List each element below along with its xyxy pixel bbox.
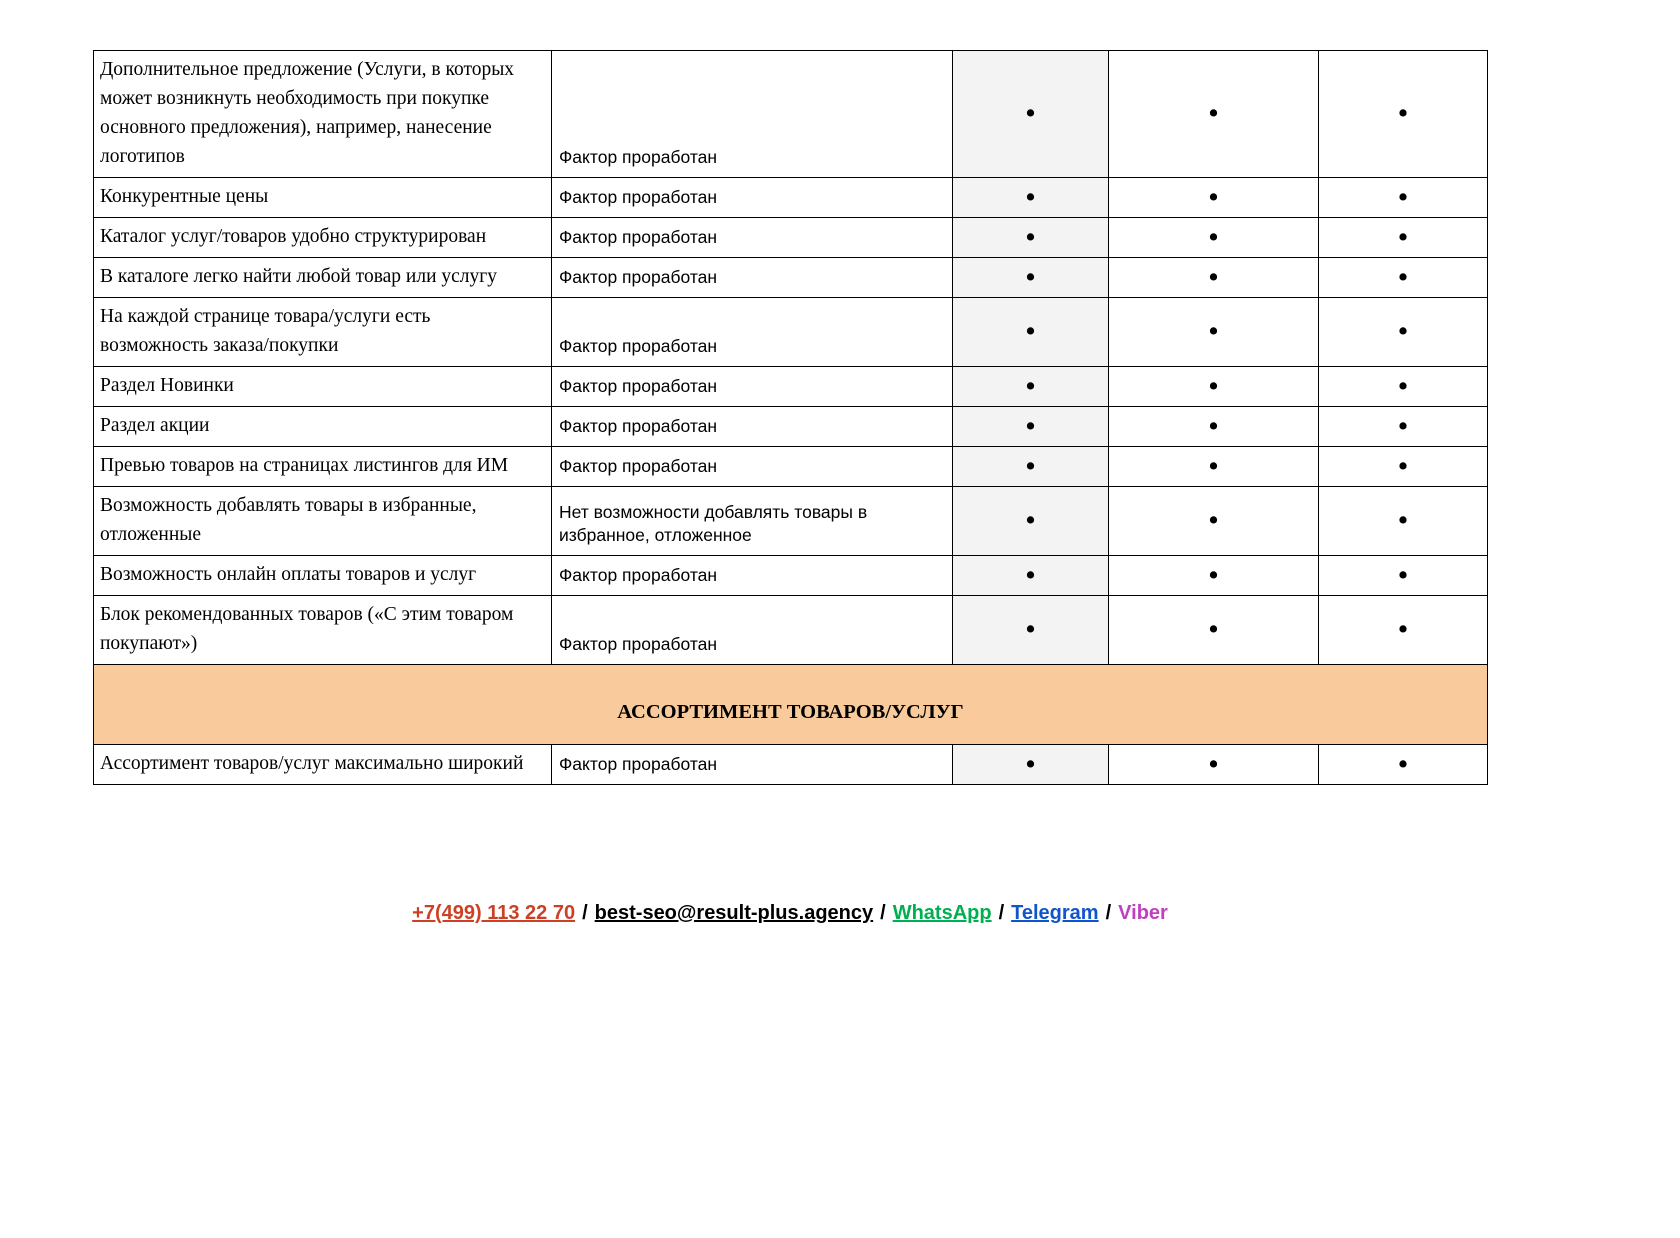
status-label: Фактор проработан xyxy=(552,218,953,258)
factor-row xyxy=(94,596,1488,665)
bullet-dot: • xyxy=(1023,560,1038,590)
factor-row xyxy=(94,556,1488,596)
factor-label: Возможность онлайн оплаты товаров и услуг xyxy=(94,556,552,596)
status-dot-cell xyxy=(1109,447,1319,487)
status-dot-cell xyxy=(1319,596,1488,665)
bullet-dot: • xyxy=(1023,182,1038,212)
status-dot-cell xyxy=(953,51,1109,178)
status-dot-cell xyxy=(1319,447,1488,487)
bullet-dot: • xyxy=(1023,371,1038,401)
status-dot-cell xyxy=(953,447,1109,487)
status-dot-cell xyxy=(1109,596,1319,665)
status-label: Фактор проработан xyxy=(552,298,953,367)
status-dot-cell xyxy=(1109,556,1319,596)
bullet-dot: • xyxy=(1023,615,1038,644)
status-dot-cell xyxy=(1319,556,1488,596)
status-dot-cell xyxy=(1109,407,1319,447)
status-label: Фактор проработан xyxy=(552,178,953,218)
bullet-dot: • xyxy=(1206,749,1221,779)
separator: / xyxy=(582,902,588,924)
bullet-dot: • xyxy=(1206,560,1221,590)
bullet-dot: • xyxy=(1395,371,1411,401)
status-label: Фактор проработан xyxy=(552,407,953,447)
bullet-dot: • xyxy=(1395,411,1411,441)
telegram-link[interactable]: Telegram xyxy=(1011,902,1099,924)
status-dot-cell xyxy=(1109,178,1319,218)
status-dot-cell xyxy=(1319,487,1488,556)
status-dot-cell xyxy=(1319,51,1488,178)
status-label: Фактор проработан xyxy=(552,596,953,665)
status-dot-cell xyxy=(1109,487,1319,556)
factor-row xyxy=(94,51,1488,178)
bullet-dot: • xyxy=(1395,506,1411,535)
factor-label: Возможность добавлять товары в избранные, отложенные xyxy=(94,487,552,556)
factor-row xyxy=(94,178,1488,218)
bullet-dot: • xyxy=(1206,451,1221,481)
status-dot-cell xyxy=(953,745,1109,785)
factor-row xyxy=(94,447,1488,487)
section-header: АССОРТИМЕНТ ТОВАРОВ/УСЛУГ xyxy=(94,665,1488,745)
status-label: Фактор проработан xyxy=(552,258,953,298)
factor-label: Превью товаров на страницах листингов для ИМ xyxy=(94,447,552,487)
status-label: Нет возможности добавлять товары в избранное, отложенное xyxy=(552,487,953,556)
seo-factors-table xyxy=(93,50,1488,785)
contact-footer xyxy=(93,902,1487,925)
bullet-dot: • xyxy=(1023,262,1038,292)
status-dot-cell xyxy=(1319,407,1488,447)
status-label: Фактор проработан xyxy=(552,51,953,178)
status-dot-cell xyxy=(953,178,1109,218)
status-dot-cell xyxy=(953,407,1109,447)
status-label: Фактор проработан xyxy=(552,745,953,785)
bullet-dot: • xyxy=(1206,262,1221,292)
factor-row xyxy=(94,298,1488,367)
factor-row xyxy=(94,367,1488,407)
factor-row xyxy=(94,745,1488,785)
bullet-dot: • xyxy=(1395,749,1411,779)
factor-row xyxy=(94,407,1488,447)
bullet-dot: • xyxy=(1206,182,1221,212)
status-dot-cell xyxy=(953,556,1109,596)
status-dot-cell xyxy=(953,258,1109,298)
bullet-dot: • xyxy=(1206,317,1221,346)
factor-label: Ассортимент товаров/услуг максимально широкий xyxy=(94,745,552,785)
factor-label: Раздел Новинки xyxy=(94,367,552,407)
bullet-dot: • xyxy=(1395,99,1411,128)
factor-row xyxy=(94,218,1488,258)
bullet-dot: • xyxy=(1395,317,1411,346)
bullet-dot: • xyxy=(1206,506,1221,535)
bullet-dot: • xyxy=(1023,451,1038,481)
status-dot-cell xyxy=(1109,218,1319,258)
status-label: Фактор проработан xyxy=(552,447,953,487)
bullet-dot: • xyxy=(1395,560,1411,590)
viber-link[interactable]: Viber xyxy=(1118,902,1168,924)
whatsapp-link[interactable]: WhatsApp xyxy=(892,902,992,924)
status-dot-cell xyxy=(1109,258,1319,298)
factor-label: Раздел акции xyxy=(94,407,552,447)
status-dot-cell xyxy=(1319,367,1488,407)
bullet-dot: • xyxy=(1395,222,1411,252)
bullet-dot: • xyxy=(1395,451,1411,481)
status-dot-cell xyxy=(953,298,1109,367)
bullet-dot: • xyxy=(1206,411,1221,441)
status-dot-cell xyxy=(1319,745,1488,785)
document-page xyxy=(0,50,1680,1238)
status-dot-cell xyxy=(1109,745,1319,785)
separator: / xyxy=(998,902,1005,924)
bullet-dot: • xyxy=(1023,749,1038,779)
factor-label: На каждой странице товара/услуги есть возможность заказа/покупки xyxy=(94,298,552,367)
status-dot-cell xyxy=(1319,258,1488,298)
status-dot-cell xyxy=(1319,218,1488,258)
status-dot-cell xyxy=(953,487,1109,556)
bullet-dot: • xyxy=(1023,411,1038,441)
bullet-dot: • xyxy=(1023,506,1038,535)
bullet-dot: • xyxy=(1023,317,1038,346)
bullet-dot: • xyxy=(1023,99,1038,128)
section-header-row xyxy=(94,665,1488,745)
status-label: Фактор проработан xyxy=(552,367,953,407)
factor-row xyxy=(94,487,1488,556)
status-dot-cell xyxy=(1319,178,1488,218)
bullet-dot: • xyxy=(1395,615,1411,644)
status-dot-cell xyxy=(1109,298,1319,367)
bullet-dot: • xyxy=(1023,222,1038,252)
bullet-dot: • xyxy=(1206,222,1221,252)
bullet-dot: • xyxy=(1206,371,1221,401)
factor-label: В каталоге легко найти любой товар или услугу xyxy=(94,258,552,298)
factor-label: Конкурентные цены xyxy=(94,178,552,218)
bullet-dot: • xyxy=(1206,615,1221,644)
bullet-dot: • xyxy=(1206,99,1221,128)
email-link[interactable]: best-seo@result-plus.agency xyxy=(594,902,874,924)
separator: / xyxy=(1105,902,1112,924)
status-dot-cell xyxy=(1109,51,1319,178)
bullet-dot: • xyxy=(1395,262,1411,292)
status-dot-cell xyxy=(953,596,1109,665)
factor-label: Каталог услуг/товаров удобно структурирован xyxy=(94,218,552,258)
status-label: Фактор проработан xyxy=(552,556,953,596)
factor-label: Блок рекомендованных товаров («С этим товаром покупают») xyxy=(94,596,552,665)
separator: / xyxy=(880,902,886,924)
status-dot-cell xyxy=(953,218,1109,258)
bullet-dot: • xyxy=(1395,182,1411,212)
phone-link[interactable]: +7(499) 113 22 70 xyxy=(412,902,576,924)
status-dot-cell xyxy=(1319,298,1488,367)
factor-row xyxy=(94,258,1488,298)
status-dot-cell xyxy=(953,367,1109,407)
factor-label: Дополнительное предложение (Услуги, в которых может возникнуть необходимость при покупке основного предложения), например, нанесение логотипов xyxy=(94,51,552,178)
status-dot-cell xyxy=(1109,367,1319,407)
